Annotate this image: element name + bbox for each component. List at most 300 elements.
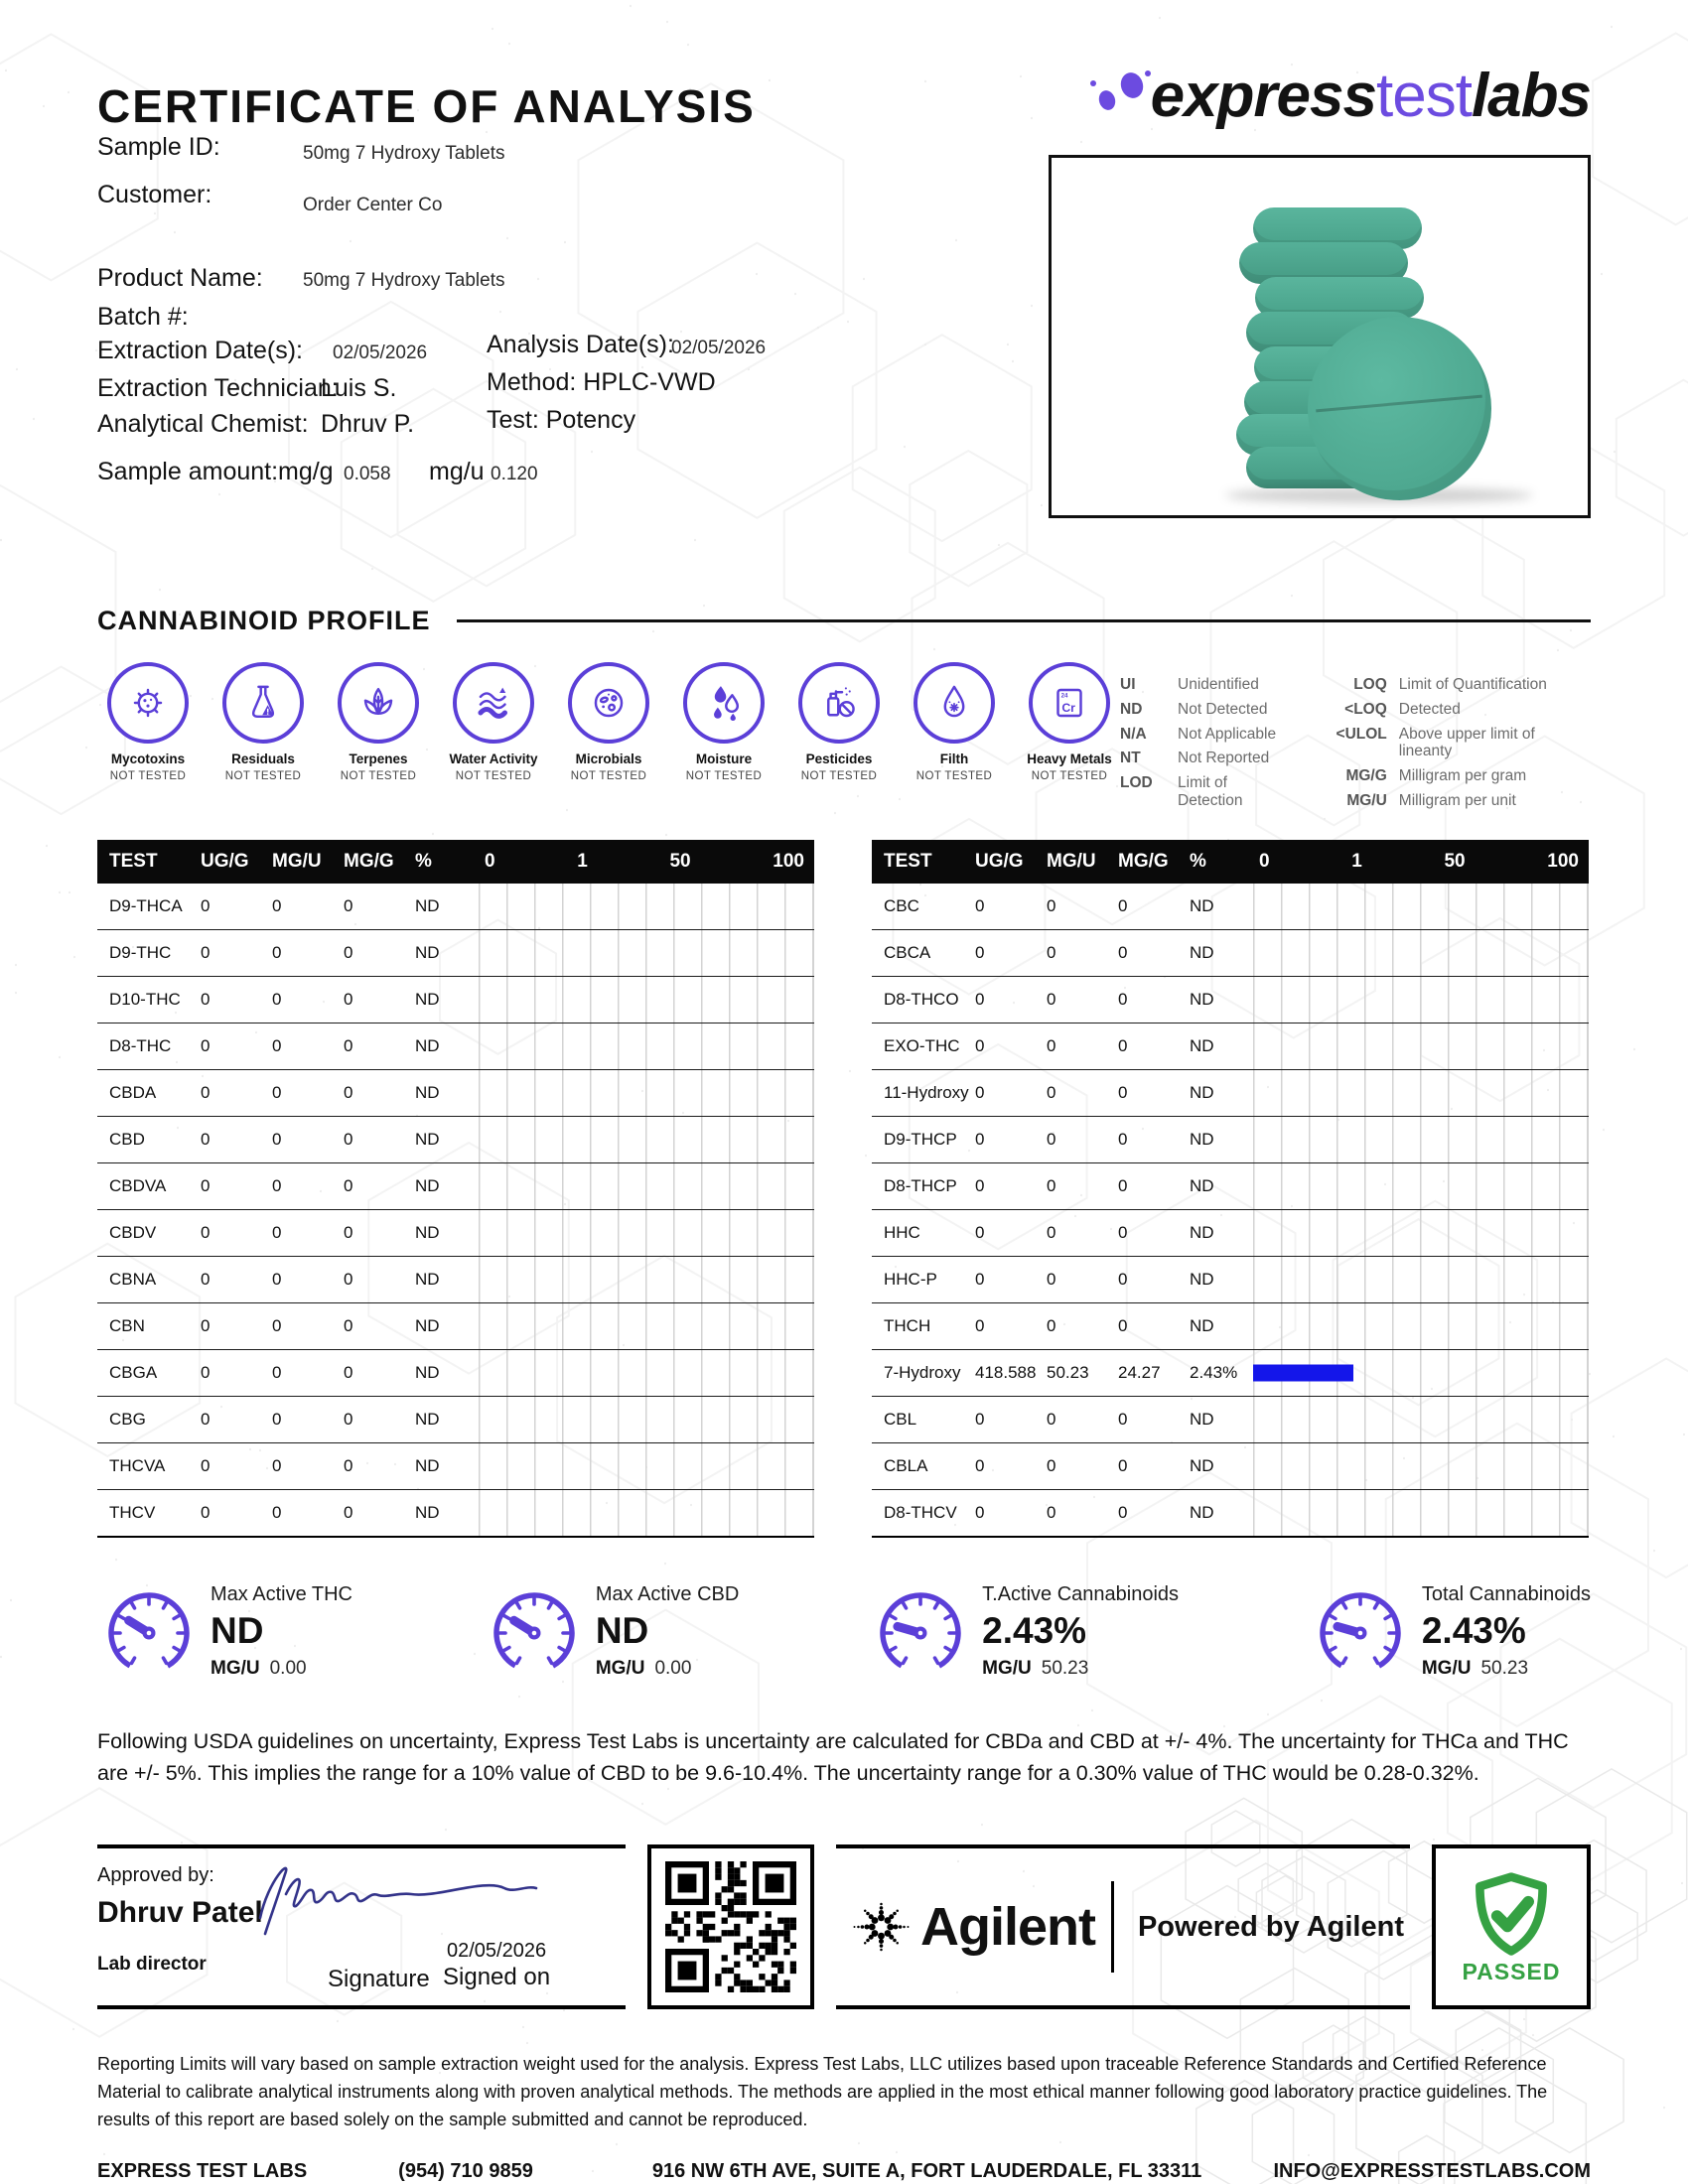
badge-status: NOT TESTED xyxy=(455,770,532,782)
value-ugg: 0 xyxy=(201,895,211,915)
mgu-label: mg/u xyxy=(429,458,485,485)
value-mgg: 0 xyxy=(344,1362,353,1382)
value-mgg: 0 xyxy=(1118,895,1128,915)
passed-badge xyxy=(1432,1844,1591,2009)
table-row xyxy=(97,884,814,930)
cannabinoid-table-left xyxy=(97,840,814,1538)
gauge-title: Max Active THC xyxy=(211,1582,352,1605)
legend-text: Not Reported xyxy=(1178,750,1270,767)
value-mgu: 0 xyxy=(272,1502,282,1522)
value-pct: ND xyxy=(415,942,440,962)
table-row xyxy=(97,930,814,977)
value-pct: ND xyxy=(1190,1315,1214,1335)
summary-gauges xyxy=(97,1583,1591,1680)
tablet-front xyxy=(1308,317,1491,500)
analyte-name: CBDA xyxy=(109,1082,157,1102)
value-mgu: 0 xyxy=(1047,895,1056,915)
page-title: CERTIFICATE OF ANALYSIS xyxy=(97,80,756,132)
badge-mycotoxins xyxy=(97,662,199,782)
logo-test: test xyxy=(1376,62,1472,130)
value-mgg: 0 xyxy=(1118,1035,1128,1055)
reporting-limits-fine-print: Reporting Limits will vary based on sample extraction weight used for the analysis. Express Test Labs, LLC utilizes based upon traceable Reference Standards and Certified Reference Material to calibrate analytical instruments along with proven analytical methods. The methods are applied in the most ethical manner following good laboratory practice guidelines. The results of this report are based solely on the sample submitted and cannot be reproduced. xyxy=(97,2054,1548,2130)
value-mgu: 0 xyxy=(1047,1409,1056,1429)
gauge-title: Total Cannabinoids xyxy=(1421,1582,1591,1605)
footer-phone: (954) 710 9859 xyxy=(398,2160,533,2183)
pesticides-icon xyxy=(798,662,880,744)
approver-role: Lab director xyxy=(97,1954,207,1976)
value-ugg: 0 xyxy=(975,1082,985,1102)
value-ugg: 0 xyxy=(201,1315,211,1335)
value-mgg: 0 xyxy=(1118,1082,1128,1102)
speedometer-icon xyxy=(483,1583,586,1679)
product-photo xyxy=(1049,155,1591,518)
value-pct: ND xyxy=(415,1035,440,1055)
gauge-2 xyxy=(869,1583,1179,1680)
gauge-unit-value: 0.00 xyxy=(654,1657,692,1679)
value-mgu: 0 xyxy=(272,1035,282,1055)
column-header: MG/G xyxy=(344,850,394,872)
value-pct: ND xyxy=(1190,1129,1214,1149)
gauge-unit-label: MG/U xyxy=(595,1657,645,1679)
gauge-value: ND xyxy=(211,1609,264,1651)
column-header: UG/G xyxy=(975,850,1024,872)
row-chart-cell xyxy=(479,1163,814,1209)
value-ugg: 0 xyxy=(201,1082,211,1102)
badge-moisture xyxy=(673,662,774,782)
value-mgu: 0 xyxy=(272,1455,282,1475)
legend-text: Milligram per gram xyxy=(1398,767,1527,785)
value-mgu: 0 xyxy=(272,895,282,915)
legend-abbr: LOQ xyxy=(1353,676,1387,693)
product-name-label: Product Name: xyxy=(97,264,263,292)
analyte-name: CBDVA xyxy=(109,1175,167,1195)
table-row xyxy=(97,1024,814,1070)
legend-abbr: UI xyxy=(1120,676,1136,693)
analyte-name: D9-THCP xyxy=(884,1129,957,1149)
product-name-value: 50mg 7 Hydroxy Tablets xyxy=(303,270,505,291)
logo-labs: labs xyxy=(1471,62,1591,130)
value-pct: ND xyxy=(1190,895,1214,915)
value-ugg: 0 xyxy=(975,1129,985,1149)
table-row xyxy=(872,1397,1589,1443)
water-activity-icon xyxy=(453,662,534,744)
row-chart-cell xyxy=(479,1303,814,1349)
analysis-date-value: 02/05/2026 xyxy=(671,338,767,358)
column-header: TEST xyxy=(884,850,932,872)
value-mgg: 0 xyxy=(1118,1502,1128,1522)
passed-shield-icon xyxy=(1464,1869,1559,1961)
mgg-label: mg/g xyxy=(278,458,334,485)
legend-entry xyxy=(1120,676,1296,694)
speedometer-icon xyxy=(97,1583,201,1679)
row-chart-cell xyxy=(1253,1024,1589,1069)
value-mgu: 0 xyxy=(1047,1315,1056,1335)
sample-id-label: Sample ID: xyxy=(97,133,220,161)
value-pct: ND xyxy=(1190,1222,1214,1242)
mgg-value: 0.058 xyxy=(344,464,391,484)
abbreviation-legend xyxy=(1120,662,1591,810)
column-header: % xyxy=(415,850,432,872)
table-row xyxy=(97,1257,814,1303)
badge-status: NOT TESTED xyxy=(915,770,993,782)
value-mgu: 0 xyxy=(1047,942,1056,962)
value-pct: ND xyxy=(1190,1409,1214,1429)
value-pct: ND xyxy=(1190,1455,1214,1475)
scale-tick-label: 1 xyxy=(1351,850,1362,872)
value-mgg: 0 xyxy=(344,1502,353,1522)
legend-entry xyxy=(1322,767,1591,785)
row-chart-cell xyxy=(479,1210,814,1256)
qr-code xyxy=(647,1844,814,2009)
tablet-score-line xyxy=(1316,395,1482,413)
value-pct: ND xyxy=(1190,989,1214,1009)
gauge-title: T.Active Cannabinoids xyxy=(982,1582,1180,1605)
value-pct: ND xyxy=(1190,1082,1214,1102)
badge-residuals xyxy=(212,662,314,782)
badge-pesticides xyxy=(788,662,890,782)
value-pct: ND xyxy=(415,1129,440,1149)
column-header: % xyxy=(1190,850,1206,872)
row-chart-cell xyxy=(1253,1257,1589,1302)
legend-abbr: <ULOL xyxy=(1336,725,1387,743)
analyte-name: D8-THC xyxy=(109,1035,172,1055)
value-mgg: 0 xyxy=(344,1269,353,1289)
customer-label: Customer: xyxy=(97,181,212,208)
badge-status: NOT TESTED xyxy=(224,770,302,782)
legend-text: Unidentified xyxy=(1178,676,1259,693)
table-row xyxy=(872,977,1589,1024)
header xyxy=(0,0,1688,132)
value-pct: ND xyxy=(1190,1175,1214,1195)
logo-text xyxy=(1150,62,1591,130)
scale-tick-label: 50 xyxy=(669,850,691,872)
extraction-date-value: 02/05/2026 xyxy=(333,342,428,363)
legend-entry xyxy=(1120,701,1296,719)
value-mgg: 0 xyxy=(344,1455,353,1475)
table-row xyxy=(872,1257,1589,1303)
row-chart-cell xyxy=(1253,1350,1589,1396)
terpenes-icon xyxy=(338,662,419,744)
value-mgu: 0 xyxy=(272,1222,282,1242)
value-mgu: 0 xyxy=(1047,1269,1056,1289)
value-mgg: 0 xyxy=(344,942,353,962)
batch-label: Batch #: xyxy=(97,303,189,331)
row-chart-cell xyxy=(1253,1117,1589,1162)
table-row xyxy=(872,1117,1589,1163)
legend-abbr: <LOQ xyxy=(1344,700,1387,718)
logo-bubbles-icon xyxy=(1085,68,1155,119)
chart-scale xyxy=(1253,851,1589,873)
analyte-name: CBGA xyxy=(109,1362,158,1382)
section-title: CANNABINOID PROFILE xyxy=(97,606,431,635)
moisture-icon xyxy=(683,662,765,744)
express-test-labs-logo xyxy=(1085,62,1591,130)
gauge-unit-value: 50.23 xyxy=(1041,1657,1089,1679)
value-mgu: 0 xyxy=(272,1269,282,1289)
row-chart-cell xyxy=(479,1350,814,1396)
analyte-name: THCV xyxy=(109,1502,156,1522)
scale-tick-label: 0 xyxy=(1259,850,1270,872)
analyte-name: CBLA xyxy=(884,1455,928,1475)
value-mgu: 0 xyxy=(272,989,282,1009)
analyte-name: 11-Hydroxy xyxy=(884,1082,969,1102)
signature-label: Signature xyxy=(328,1966,430,1993)
table-row xyxy=(97,1117,814,1163)
analyte-name: EXO-THC xyxy=(884,1035,960,1055)
result-bar xyxy=(1253,1364,1353,1381)
badge-label: Microbials xyxy=(575,751,642,766)
legend-entry xyxy=(1120,750,1296,767)
row-chart-cell xyxy=(479,1490,814,1536)
uncertainty-disclaimer: Following USDA guidelines on uncertainty, Express Test Labs is uncertainty are calculated for CBDa and CBD at +/- 4%. The uncertainty for THCa and THC are +/- 5%. This implies the range for a 10% value of CBD to be 9.6-10.4%. The uncertainty range for a 0.30% value of THC would be 0.28-0.32%. xyxy=(97,1728,1569,1786)
value-ugg: 0 xyxy=(201,1502,211,1522)
analytical-chemist-label: Analytical Chemist: xyxy=(97,410,309,438)
value-ugg: 0 xyxy=(975,1269,985,1289)
cannabinoid-tables xyxy=(97,840,1591,1538)
footer-address: 916 NW 6TH AVE, SUITE A, FORT LAUDERDALE, FL 33311 xyxy=(651,2160,1202,2183)
legend-text: Limit of Quantification xyxy=(1398,676,1547,693)
analyte-name: CBCA xyxy=(884,942,931,962)
value-ugg: 0 xyxy=(201,1175,211,1195)
value-ugg: 0 xyxy=(201,942,211,962)
scale-tick-label: 50 xyxy=(1444,850,1466,872)
legend-text: Not Detected xyxy=(1178,700,1268,718)
chart-scale xyxy=(479,851,814,873)
value-ugg: 0 xyxy=(975,942,985,962)
table-row xyxy=(97,977,814,1024)
value-mgg: 0 xyxy=(1118,1175,1128,1195)
table-row xyxy=(872,1024,1589,1070)
value-mgu: 0 xyxy=(1047,1502,1056,1522)
value-mgu: 0 xyxy=(272,1409,282,1429)
approved-by-label: Approved by: xyxy=(97,1864,214,1887)
badge-microbials xyxy=(558,662,659,782)
badge-status: NOT TESTED xyxy=(109,770,187,782)
value-mgu: 0 xyxy=(1047,989,1056,1009)
badge-label: Mycotoxins xyxy=(110,751,186,766)
scale-tick-label: 100 xyxy=(1547,850,1579,872)
method-label: Method: HPLC-VWD xyxy=(487,368,716,396)
gauge-unit-label: MG/U xyxy=(1421,1657,1472,1679)
value-ugg: 0 xyxy=(201,989,211,1009)
row-chart-cell xyxy=(1253,884,1589,929)
scale-tick-label: 0 xyxy=(485,850,495,872)
value-mgg: 0 xyxy=(344,1129,353,1149)
value-mgu: 0 xyxy=(272,1315,282,1335)
value-pct: ND xyxy=(1190,1035,1214,1055)
value-mgg: 0 xyxy=(1118,1269,1128,1289)
analysis-date-label: Analysis Date(s): xyxy=(487,331,674,358)
row-chart-cell xyxy=(1253,1210,1589,1256)
heading-rule xyxy=(457,619,1592,623)
analyte-name: D8-THCO xyxy=(884,989,959,1009)
column-header: UG/G xyxy=(201,850,249,872)
gauge-0 xyxy=(97,1583,352,1680)
value-ugg: 0 xyxy=(975,989,985,1009)
analyte-name: D9-THCA xyxy=(109,895,183,915)
value-pct: ND xyxy=(1190,942,1214,962)
value-pct: ND xyxy=(415,895,440,915)
gauge-value: 2.43% xyxy=(982,1609,1087,1651)
scale-tick-label: 100 xyxy=(773,850,804,872)
table-row xyxy=(872,884,1589,930)
analyte-name: CBNA xyxy=(109,1269,157,1289)
row-chart-cell xyxy=(1253,977,1589,1023)
not-tested-badges xyxy=(97,662,1120,782)
gauge-1 xyxy=(483,1583,739,1680)
customer-value: Order Center Co xyxy=(303,195,443,215)
value-mgg: 0 xyxy=(1118,1129,1128,1149)
value-ugg: 0 xyxy=(201,1129,211,1149)
agilent-attribution xyxy=(836,1844,1410,2009)
legend-column-left xyxy=(1120,676,1296,810)
value-pct: ND xyxy=(415,1315,440,1335)
gauge-unit-value: 0.00 xyxy=(269,1657,307,1679)
badge-label: Terpenes xyxy=(349,751,408,766)
analyte-name: HHC xyxy=(884,1222,920,1242)
badge-label: Water Activity xyxy=(449,751,538,766)
microbials-icon xyxy=(568,662,649,744)
agilent-starburst-icon xyxy=(842,1868,920,1985)
analyte-name: CBG xyxy=(109,1409,146,1429)
value-ugg: 0 xyxy=(201,1455,211,1475)
table-row xyxy=(97,1350,814,1397)
analyte-name: CBC xyxy=(884,895,919,915)
legend-entry xyxy=(1322,792,1591,810)
row-chart-cell xyxy=(1253,1163,1589,1209)
value-pct: ND xyxy=(415,1222,440,1242)
table-row xyxy=(872,1350,1589,1397)
value-pct: ND xyxy=(415,1362,440,1382)
value-mgg: 0 xyxy=(344,1315,353,1335)
analyte-name: THCH xyxy=(884,1315,931,1335)
value-ugg: 0 xyxy=(201,1222,211,1242)
badge-filth xyxy=(904,662,1005,782)
table-row xyxy=(97,1443,814,1490)
value-mgu: 0 xyxy=(272,942,282,962)
heavy-metals-icon xyxy=(1029,662,1110,744)
analyte-name: CBDV xyxy=(109,1222,157,1242)
passed-label: PASSED xyxy=(1462,1958,1561,1984)
value-mgu: 0 xyxy=(272,1082,282,1102)
scale-tick-label: 1 xyxy=(577,850,588,872)
value-ugg: 0 xyxy=(975,1035,985,1055)
value-mgu: 0 xyxy=(1047,1129,1056,1149)
legend-abbr: N/A xyxy=(1120,725,1147,743)
approval-section xyxy=(97,1844,1591,2009)
value-ugg: 0 xyxy=(201,1269,211,1289)
value-mgu: 0 xyxy=(1047,1175,1056,1195)
legend-entry xyxy=(1120,726,1296,744)
row-chart-cell xyxy=(1253,1397,1589,1442)
mgu-value: 0.120 xyxy=(491,464,538,484)
value-mgg: 0 xyxy=(344,895,353,915)
row-chart-cell xyxy=(1253,930,1589,976)
legend-text: Above upper limit of lineanty xyxy=(1398,725,1535,760)
sample-amount-label: Sample amount: xyxy=(97,458,279,485)
value-pct: ND xyxy=(415,1502,440,1522)
test-label: Test: Potency xyxy=(487,406,636,434)
sample-info-section xyxy=(97,129,1591,596)
analyte-name: CBN xyxy=(109,1315,145,1335)
value-mgg: 0 xyxy=(344,1035,353,1055)
cannabinoid-profile-heading xyxy=(97,606,1591,636)
legend-abbr: NT xyxy=(1120,750,1141,767)
table-row xyxy=(97,1210,814,1257)
value-mgg: 0 xyxy=(344,1082,353,1102)
analyte-name: CBD xyxy=(109,1129,145,1149)
approver-name: Dhruv Patel xyxy=(97,1896,263,1930)
residuals-icon xyxy=(222,662,304,744)
column-header: TEST xyxy=(109,850,158,872)
value-ugg: 0 xyxy=(201,1409,211,1429)
legend-abbr: MG/U xyxy=(1346,792,1387,810)
value-ugg: 0 xyxy=(975,1315,985,1335)
table-row xyxy=(872,1163,1589,1210)
value-mgu: 0 xyxy=(1047,1082,1056,1102)
analyte-name: HHC-P xyxy=(884,1269,937,1289)
test-badges-and-legend xyxy=(97,662,1591,810)
mycotoxins-icon xyxy=(107,662,189,744)
value-mgg: 0 xyxy=(1118,1315,1128,1335)
gauge-value: 2.43% xyxy=(1421,1609,1526,1651)
row-chart-cell xyxy=(1253,1490,1589,1536)
gauge-unit-label: MG/U xyxy=(211,1657,260,1679)
signature-scribble xyxy=(238,1852,572,1946)
table-header xyxy=(872,840,1589,884)
extraction-technician-value: Luis S. xyxy=(321,374,397,402)
table-row xyxy=(97,1163,814,1210)
analyte-name: D8-THCP xyxy=(884,1175,957,1195)
value-pct: ND xyxy=(415,1455,440,1475)
footer-email: INFO@EXPRESSTESTLABS.COM xyxy=(1273,2160,1591,2183)
analyte-name: D8-THCV xyxy=(884,1502,957,1522)
row-chart-cell xyxy=(479,1070,814,1116)
legend-text: Detected xyxy=(1398,700,1461,718)
value-ugg: 0 xyxy=(975,1455,985,1475)
row-chart-cell xyxy=(1253,1070,1589,1116)
table-row xyxy=(872,1210,1589,1257)
column-header: MG/U xyxy=(272,850,322,872)
row-chart-cell xyxy=(479,1397,814,1442)
value-mgg: 0 xyxy=(344,1175,353,1195)
value-mgg: 0 xyxy=(1118,942,1128,962)
extraction-date-label: Extraction Date(s): xyxy=(97,337,304,364)
speedometer-icon xyxy=(869,1583,972,1679)
logo-express: express xyxy=(1150,62,1376,130)
legend-text: Milligram per unit xyxy=(1398,792,1516,810)
badge-status: NOT TESTED xyxy=(340,770,417,782)
value-mgu: 0 xyxy=(1047,1035,1056,1055)
table-row xyxy=(872,1070,1589,1117)
extraction-technician-label: Extraction Technician: xyxy=(97,374,339,402)
legend-entry xyxy=(1322,676,1591,694)
legend-text: Limit of Detection xyxy=(1178,774,1243,810)
analyte-name: D10-THC xyxy=(109,989,181,1009)
value-pct: ND xyxy=(415,1269,440,1289)
table-row xyxy=(97,1490,814,1536)
value-pct: 2.43% xyxy=(1190,1362,1238,1382)
table-header xyxy=(97,840,814,884)
footer-contact-row xyxy=(97,2160,1591,2183)
badge-terpenes xyxy=(328,662,429,782)
badge-label: Moisture xyxy=(695,751,753,766)
cannabinoid-table-right xyxy=(872,840,1589,1538)
sample-id-value: 50mg 7 Hydroxy Tablets xyxy=(303,143,505,164)
row-chart-cell xyxy=(479,1117,814,1162)
column-header: MG/G xyxy=(1118,850,1169,872)
value-ugg: 0 xyxy=(975,1502,985,1522)
